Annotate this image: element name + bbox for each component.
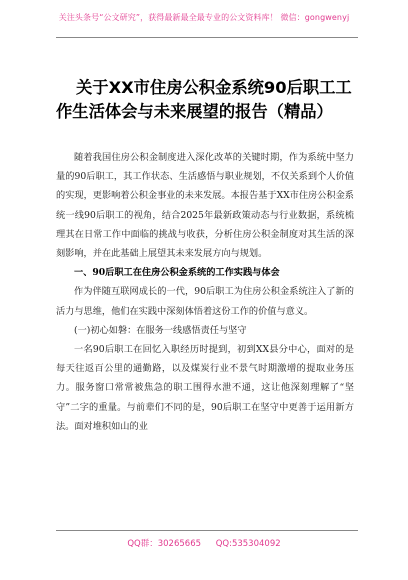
footer-qq-group: QQ群：30265665 — [127, 539, 202, 549]
header-promo-text: 关注头条号“公文研究”，获得最新最全最专业的公文资料库！ 微信：gongwenyj — [58, 13, 350, 22]
page-footer — [0, 530, 408, 580]
section-1-paragraph: 作为伴随互联网成长的一代，90后职工为住房公积金系统注入了新的活力与思维，他们在实践中深刻体悟着这份工作的价值与意义。 — [56, 286, 354, 317]
footer-contact — [0, 537, 408, 549]
footer-qq-number: QQ:535304092 — [215, 539, 281, 549]
subsection-1-paragraph: 一名90后职工在回忆入职经历时提到，初到XX县分中心，面对的是每天往返百公里的通勤路，以及煤炭行业不景气时期激增的提取业务压力。服务窗口常常被焦急的职工围得水泄不通，这让他深刻理解了“坚守”二字的重量。与前辈们不同的是，90后职工在坚守中更善于运用新方法。面对堆积如山的业 — [56, 344, 354, 432]
section-1-heading: 一、90后职工在住房公积金系统的工作实践与体会 — [74, 267, 280, 279]
document-body — [56, 148, 354, 436]
page-header — [0, 0, 408, 38]
footer-divider — [56, 530, 358, 531]
title-line-2: 作生活体会与未来展望的报告（精品） — [56, 102, 333, 121]
subsection-1-heading: (一)初心如磐：在服务一线感悟责任与坚守 — [74, 324, 247, 336]
header-divider — [56, 37, 358, 38]
document-title — [56, 76, 356, 124]
title-line-1: 关于XX市住房公积金系统90后职工工 — [76, 78, 352, 97]
intro-paragraph: 随着我国住房公积金制度进入深化改革的关键时期，作为系统中坚力量的90后职工，其工作状态、生活感悟与职业规划，不仅关系到个人价值的实现，更影响着公积金事业的未来发展。本报告基于XX市住房公积金系统一线90后职工的视角，结合2025年最新政策动态与行业数据，系统梳理其在日常工作中面临的挑战与收获，分析住房公积金制度对其生活的深刻影响，并在此基础上展望其未来发展方向与规划。 — [56, 152, 354, 260]
